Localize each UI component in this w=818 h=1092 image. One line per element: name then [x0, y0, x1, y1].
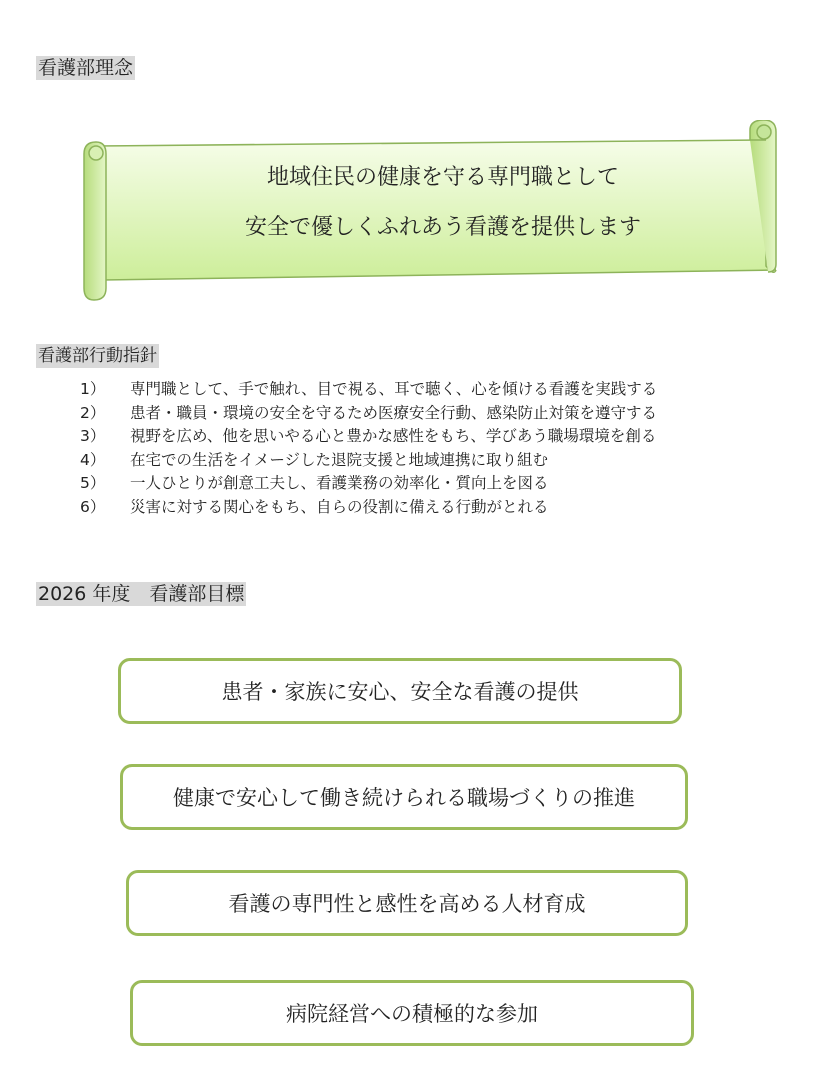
goal-box-patient-safety [118, 658, 682, 724]
list-item [80, 378, 657, 402]
list-item-text: 専門職として、手で触れ、目で視る、耳で聴く、心を傾ける看護を実践する [130, 380, 658, 398]
list-item-text: 患者・職員・環境の安全を守るため医療安全行動、感染防止対策を遵守する [130, 403, 658, 422]
list-item-number: 3） [80, 427, 106, 445]
list-item [80, 449, 657, 473]
list-item [80, 425, 657, 449]
goal-text: 看護の専門性と感性を高める人材育成 [228, 892, 586, 916]
list-item-number: 6） [80, 497, 106, 516]
goal-text: 病院経営への積極的な参加 [286, 1002, 538, 1026]
guidelines-heading: 看護部行動指針 [38, 346, 157, 366]
philosophy-line-1: 地域住民の健康を守る専門職として [266, 165, 619, 190]
goal-box-staff-development [126, 870, 688, 936]
scroll-shape [78, 120, 784, 304]
list-item-text: 視野を広め、他を思いやる心と豊かな感性をもち、学びあう職場環境を創る [130, 427, 657, 445]
list-item-number: 1） [80, 380, 106, 398]
philosophy-scroll-banner [78, 120, 784, 304]
list-item-text: 災害に対する関心をもち、自らの役割に備える行動がとれる [130, 497, 549, 516]
goal-text: 健康で安心して働き続けられる職場づくりの推進 [173, 786, 635, 810]
list-item-number: 2） [80, 403, 106, 422]
philosophy-heading: 看護部理念 [38, 57, 134, 79]
list-item-text: 在宅での生活をイメージした退院支援と地域連携に取り組む [130, 450, 549, 469]
goal-text: 患者・家族に安心、安全な看護の提供 [221, 680, 579, 704]
goal-box-workplace [120, 764, 688, 830]
list-item-text: 一人ひとりが創意工夫し、看護業務の効率化・質向上を図る [130, 474, 549, 492]
list-item-number: 5） [80, 474, 106, 492]
goals-heading: 2026 年度 看護部目標 [38, 583, 245, 605]
philosophy-line-2: 安全で優しくふれあう看護を提供します [244, 215, 641, 240]
guidelines-list [80, 378, 657, 519]
list-item-number: 4） [80, 450, 106, 469]
list-item [80, 402, 657, 426]
list-item [80, 472, 657, 496]
goal-box-hospital-management [130, 980, 694, 1046]
list-item [80, 496, 657, 520]
